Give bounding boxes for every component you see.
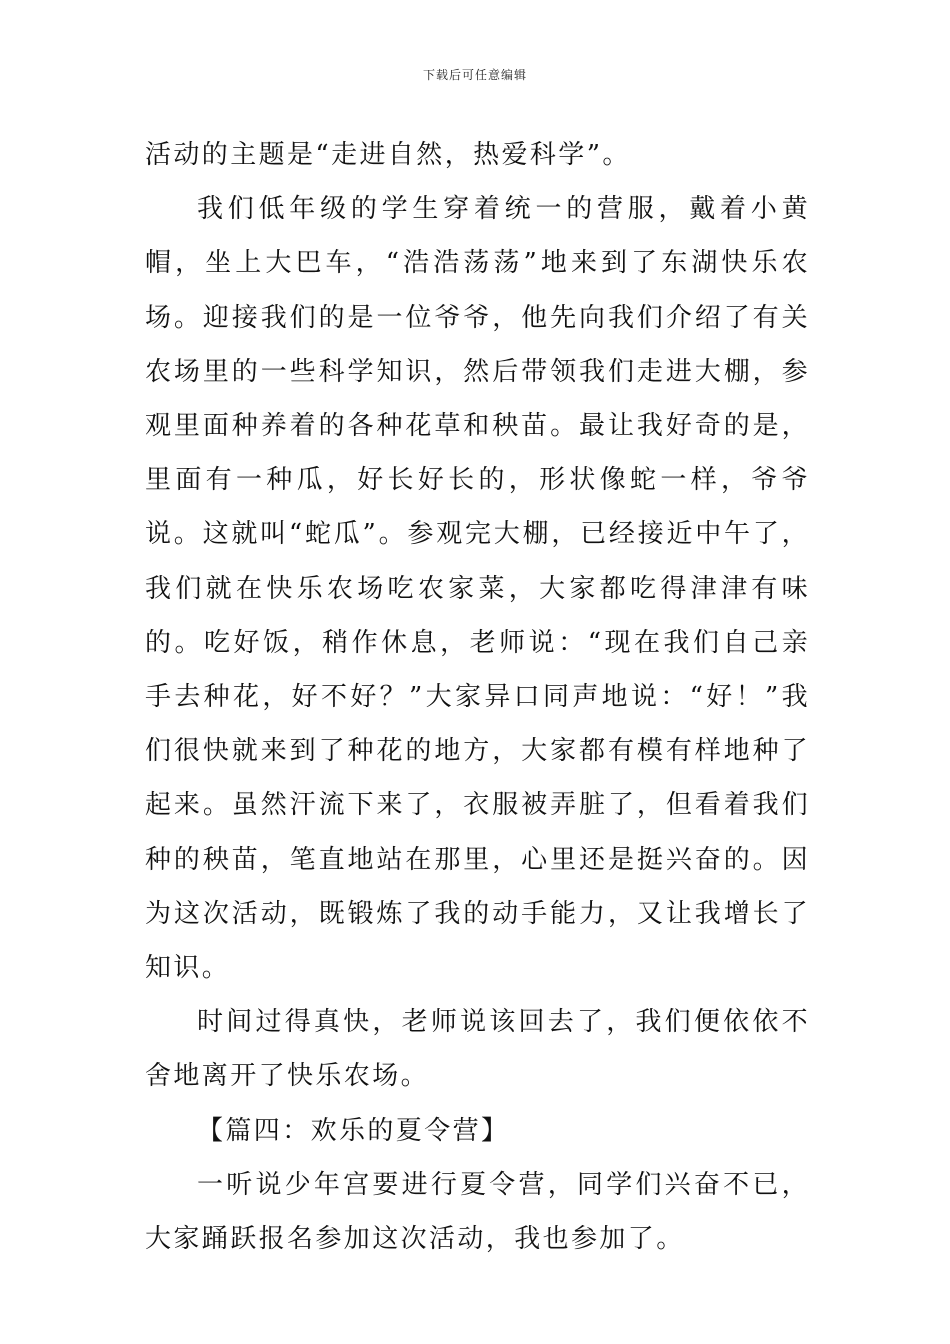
paragraph-summer-camp: 一听说少年宫要进行夏令营，同学们兴奋不已，大家踊跃报名参加这次活动，我也参加了。 — [145, 1169, 810, 1255]
paragraph-farm-visit: 我们低年级的学生穿着统一的营服，戴着小黄帽，坐上大巴车，“浩浩荡荡”地来到了东湖快乐农场。迎接我们的是一位爷爷，他先向我们介绍了有关农场里的一些科学知识，然后带领我们走进大棚，参观里面种养着的各种花草和秧苗。最让我好奇的是，里面有一种瓜，好长好长的，形状像蛇一样，爷爷说。这就叫“蛇瓜”。参观完大棚，已经接近中午了，我们就在快乐农场吃农家菜，大家都吃得津津有味的。吃好饭，稍作休息，老师说：“现在我们自己亲手去种花，好不好？”大家异口同声地说：“好！”我们很快就来到了种花的地方，大家都有模有样地种了起来。虽然汗流下来了，衣服被弄脏了，但看着我们种的秧苗，笔直地站在那里，心里还是挺兴奋的。因为这次活动，既锻炼了我的动手能力，又让我增长了知识。 — [145, 194, 810, 984]
paragraph-theme: 活动的主题是“走进自然，热爱科学”。 — [145, 140, 631, 170]
section-heading: 【篇四：欢乐的夏令营】 — [197, 1115, 510, 1146]
page-header-note: 下载后可任意编辑 — [422, 68, 527, 82]
paragraph-departure: 时间过得真快，老师说该回去了，我们便依依不舍地离开了快乐农场。 — [145, 1007, 810, 1092]
document-body — [145, 128, 810, 1266]
